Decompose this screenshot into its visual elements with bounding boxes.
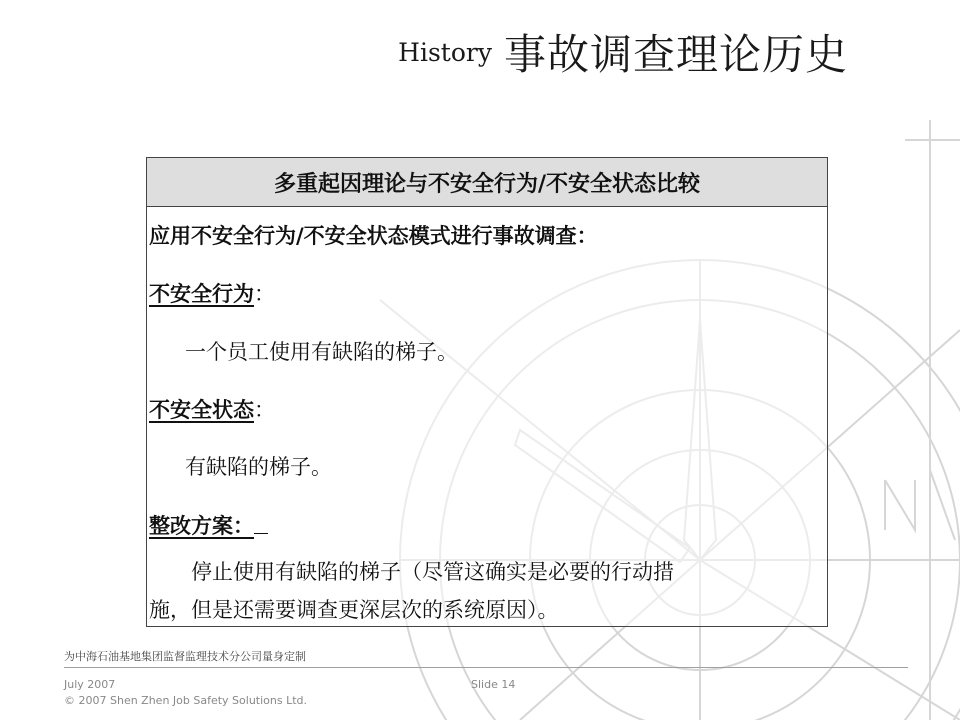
unsafe-act-colon: ： [254, 282, 275, 306]
unsafe-condition-heading [149, 394, 275, 424]
unsafe-act-label: 不安全行为 [149, 282, 254, 306]
corrective-label: 整改方案： [149, 514, 254, 538]
comparison-table [146, 157, 828, 627]
unsafe-act-example: 一个员工使用有缺陷的梯子。 [185, 340, 458, 364]
slide-title [398, 22, 848, 82]
corrective-heading [149, 510, 268, 540]
unsafe-act-heading [149, 278, 275, 308]
table-header: 多重起因理论与不安全行为/不安全状态比较 [147, 158, 827, 207]
unsafe-condition-colon: ： [254, 398, 275, 422]
corrective-line-2: 施，但是还需要调查更深层次的系统原因）。 [149, 598, 559, 622]
footer-note: 为中海石油基地集团监督监理技术分公司量身定制 [64, 650, 306, 663]
corrective-line-1: 停止使用有缺陷的梯子（尽管这确实是必要的行动措 [191, 560, 674, 584]
corrective-underline [254, 532, 268, 534]
footer-copyright: © 2007 Shen Zhen Job Safety Solutions Ltd. [64, 694, 308, 707]
footer-divider [64, 667, 908, 668]
footer-date: July 2007 [64, 678, 116, 691]
title-chinese: 事故调查理论历史 [503, 30, 848, 79]
slide-number: Slide 14 [471, 678, 516, 691]
title-english: History [398, 37, 492, 67]
unsafe-condition-label: 不安全状态 [149, 398, 254, 422]
intro-text: 应用不安全行为/不安全状态模式进行事故调查： [149, 224, 598, 248]
unsafe-condition-example: 有缺陷的梯子。 [185, 455, 332, 479]
